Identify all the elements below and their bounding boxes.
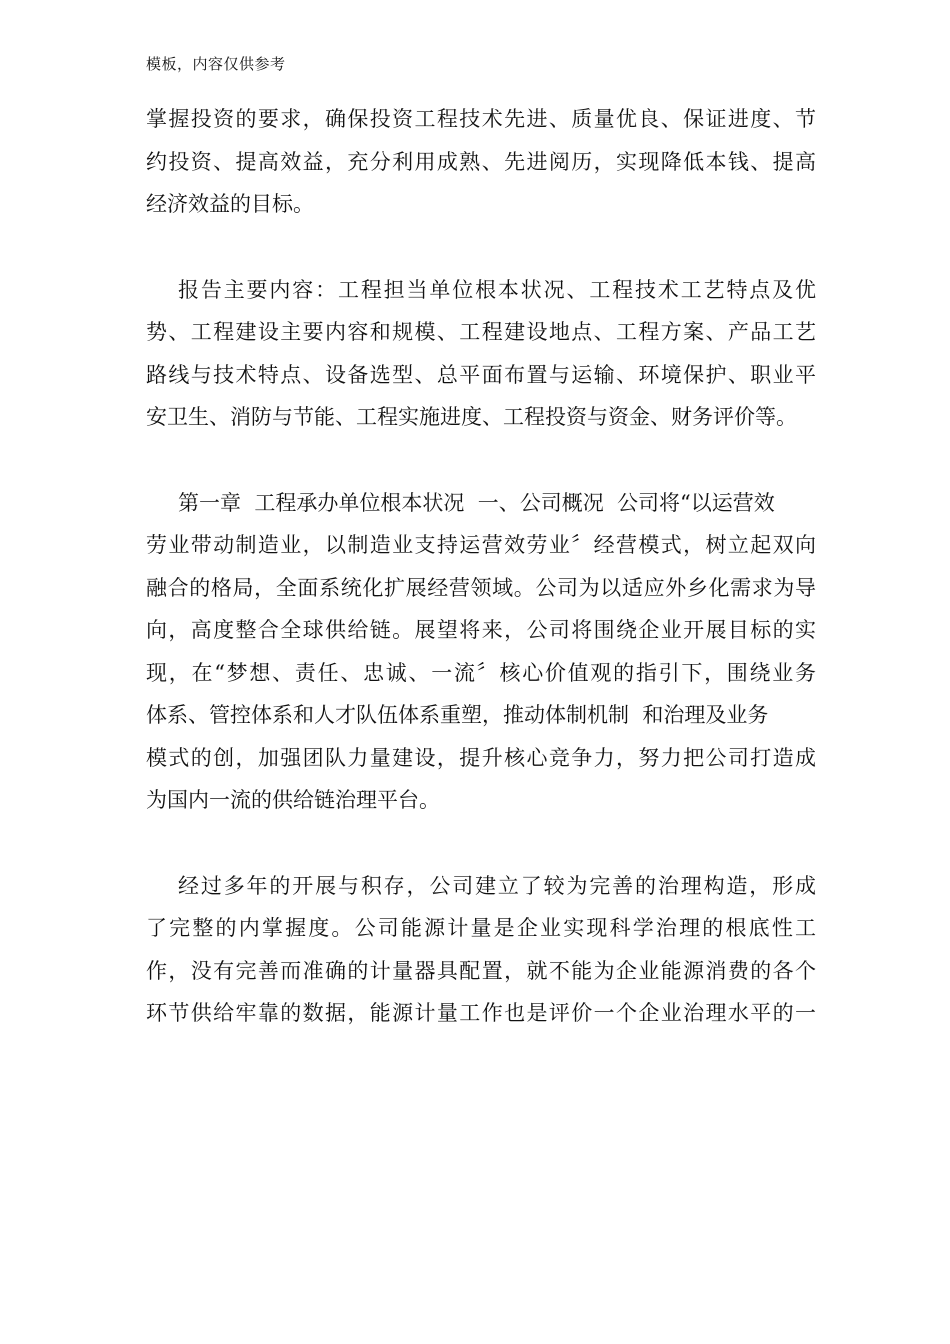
- text-line: 体系、管控体系和人才队伍体系重塑，推动体制机制 和治理及业务: [146, 703, 769, 727]
- text-line: 融合的格局，全面系统化扩展经营领域。公司为以适应外乡化需求为导: [146, 575, 816, 600]
- text-line: 约投资、提高效益，充分利用成熟、先进阅历，实现降低本钱、提高: [146, 149, 816, 174]
- paragraph-management-structure: [146, 865, 816, 1035]
- text-line: 现，在“梦想、责任、忠诚、一流〞核心价值观的指引下，围绕业务: [146, 660, 816, 685]
- document-body: [146, 98, 816, 1078]
- text-line: 了完整的内掌握度。公司能源计量是企业实现科学治理的根底性工: [146, 916, 816, 940]
- text-line: 为国内一流的供给链治理平台。: [146, 788, 440, 812]
- paragraph-chapter-one-overview: [146, 482, 816, 822]
- text-line: 路线与技术特点、设备选型、总平面布置与运输、环境保护、职业平: [146, 362, 816, 387]
- text-line: 经过多年的开展与积存，公司建立了较为完善的治理构造，形成: [178, 873, 816, 898]
- text-line: 劳业带动制造业，以制造业支持运营效劳业〞经营模式，树立起双向: [146, 533, 816, 557]
- paragraph-report-contents: [146, 269, 816, 439]
- text-line: 模式的创，加强团队力量建设，提升核心竞争力，努力把公司打造成: [146, 745, 816, 770]
- text-line: 掌握投资的要求，确保投资工程技术先进、质量优良、保证进度、节: [146, 107, 816, 131]
- text-line: 第一章 工程承办单位根本状况 一、公司概况 公司将“以运营效: [178, 490, 775, 515]
- text-line: 势、工程建设主要内容和规模、工程建设地点、工程方案、产品工艺: [146, 320, 816, 344]
- text-line: 作，没有完善而准确的计量器具配置，就不能为企业能源消费的各个: [146, 958, 816, 983]
- text-line: 向，高度整合全球供给链。展望将来，公司将围绕企业开展目标的实: [146, 618, 816, 642]
- template-disclaimer: 模板，内容仅供参考: [146, 55, 286, 73]
- paragraph-investment-goals: [146, 98, 816, 226]
- text-line: 报告主要内容：工程担当单位根本状况、工程技术工艺特点及优: [178, 277, 816, 302]
- text-line: 安卫生、消防与节能、工程实施进度、工程投资与资金、财务评价等。: [146, 405, 797, 429]
- text-line: 经济效益的目标。: [146, 192, 314, 216]
- text-line: 环节供给牢靠的数据，能源计量工作也是评价一个企业治理水平的一: [146, 1001, 816, 1025]
